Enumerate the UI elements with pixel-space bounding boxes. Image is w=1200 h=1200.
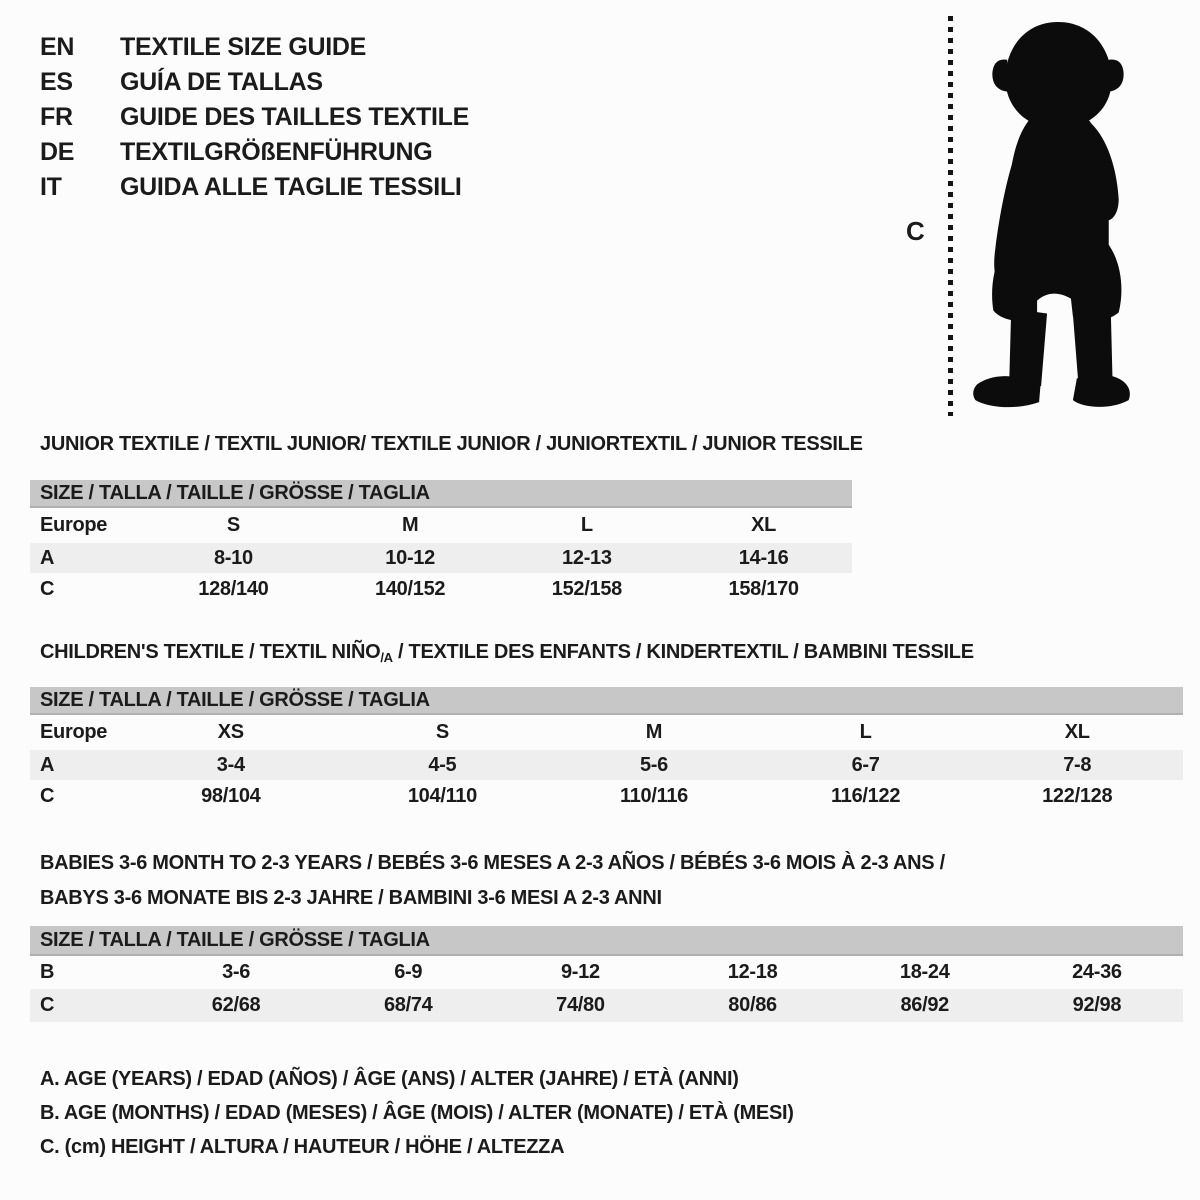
- table-cell: 86/92: [900, 994, 950, 1016]
- table-cell: M: [645, 721, 663, 743]
- table-cell: 152/158: [551, 578, 622, 600]
- table-cell: 7-8: [1063, 753, 1092, 776]
- language-title: TEXTILGRÖßENFÜHRUNG: [120, 138, 433, 166]
- language-title: GUÍA DE TALLAS: [120, 68, 323, 96]
- babies-title-line2: BABYS 3-6 MONATE BIS 2-3 JAHRE / BAMBINI 3-6 MESI A 2-3 ANNI: [40, 887, 662, 909]
- table-cell: 3-6: [222, 961, 251, 983]
- language-list: [40, 30, 469, 205]
- language-row-it: [40, 170, 469, 205]
- table-cell: L: [580, 514, 593, 536]
- language-title: GUIDE DES TAILLES TEXTILE: [120, 103, 470, 131]
- table-cell: 80/86: [728, 994, 777, 1016]
- children-title-subscript: /A: [380, 650, 393, 665]
- children-size-table: [30, 687, 1183, 813]
- table-cell: XL: [751, 514, 777, 536]
- table-cell: 74/80: [556, 994, 605, 1016]
- height-measure-label: C: [906, 216, 925, 246]
- children-title-rest: / TEXTILE DES ENFANTS / KINDERTEXTIL / BAMBINI TESSILE: [392, 641, 974, 663]
- table-cell: 5-6: [639, 753, 668, 776]
- size-header-band: SIZE / TALLA / TAILLE / GRÖSSE / TAGLIA: [30, 926, 1183, 956]
- table-cell: 12-13: [562, 546, 612, 569]
- row-label: C: [40, 994, 55, 1016]
- children-title-main: CHILDREN'S TEXTILE / TEXTIL NIÑO: [40, 641, 381, 663]
- language-title: TEXTILE SIZE GUIDE: [120, 33, 367, 61]
- row-label: C: [40, 578, 55, 600]
- table-cell: 140/152: [375, 578, 446, 600]
- children-section-title: [40, 640, 974, 670]
- row-label: Europe: [40, 514, 108, 536]
- table-cell: 18-24: [899, 961, 950, 983]
- table-cell: 10-12: [385, 546, 435, 569]
- row-label: A: [40, 546, 55, 569]
- language-code: FR: [40, 103, 73, 131]
- table-cell: 110/116: [619, 785, 688, 807]
- height-measure-dashed-line: [948, 16, 953, 416]
- language-row-es: [40, 65, 469, 100]
- legend-line-a: A. AGE (YEARS) / EDAD (AÑOS) / ÂGE (ANS) / ALTER (JAHRE) / ETÀ (ANNI): [40, 1068, 739, 1090]
- table-row-europe: [30, 715, 1183, 750]
- language-code: ES: [40, 68, 73, 96]
- table-row-height: [30, 780, 1183, 813]
- babies-title-line1: BABIES 3-6 MONTH TO 2-3 YEARS / BEBÉS 3-6 MESES A 2-3 AÑOS / BÉBÉS 3-6 MOIS À 2-3 ANS /: [40, 852, 945, 874]
- table-row-age: [30, 543, 852, 573]
- row-label: A: [40, 753, 55, 776]
- table-cell: S: [226, 514, 240, 536]
- table-cell: 9-12: [560, 961, 600, 983]
- table-cell: L: [859, 721, 872, 743]
- babies-section-title: [40, 846, 945, 916]
- babies-size-table: [30, 926, 1183, 1022]
- table-cell: 4-5: [428, 753, 457, 776]
- table-cell: 122/128: [1042, 785, 1113, 807]
- table-row-age: [30, 750, 1183, 780]
- language-code: EN: [40, 33, 75, 61]
- table-cell: 6-7: [851, 753, 880, 776]
- table-cell: 8-10: [213, 546, 253, 569]
- table-row-height: [30, 989, 1183, 1022]
- table-cell: 116/122: [831, 785, 901, 807]
- language-code: IT: [40, 173, 62, 201]
- junior-section-title: JUNIOR TEXTILE / TEXTIL JUNIOR/ TEXTILE JUNIOR / JUNIORTEXTIL / JUNIOR TESSILE: [40, 433, 863, 455]
- row-label: C: [40, 785, 55, 807]
- row-label: B: [40, 961, 55, 983]
- language-row-de: [40, 135, 469, 170]
- language-row-en: [40, 30, 469, 65]
- size-header-band: SIZE / TALLA / TAILLE / GRÖSSE / TAGLIA: [30, 687, 1183, 715]
- language-code: DE: [40, 138, 75, 166]
- table-cell: 14-16: [738, 546, 789, 569]
- table-cell: 92/98: [1072, 994, 1122, 1016]
- legend-line-b: B. AGE (MONTHS) / EDAD (MESES) / ÂGE (MOIS) / ALTER (MONATE) / ETÀ (MESI): [40, 1102, 794, 1124]
- size-header-band: SIZE / TALLA / TAILLE / GRÖSSE / TAGLIA: [30, 480, 852, 508]
- junior-size-table: [30, 480, 852, 606]
- table-cell: XS: [217, 721, 244, 743]
- table-row-europe: [30, 508, 852, 543]
- table-cell: 158/170: [728, 578, 799, 600]
- table-cell: 12-18: [727, 961, 778, 983]
- legend-line-c: C. (cm) HEIGHT / ALTURA / HAUTEUR / HÖHE / ALTEZZA: [40, 1136, 565, 1158]
- table-cell: XL: [1064, 721, 1090, 743]
- table-cell: S: [435, 721, 449, 743]
- table-cell: 6-9: [394, 961, 423, 983]
- table-cell: 62/68: [211, 994, 261, 1016]
- table-cell: 104/110: [407, 785, 477, 807]
- table-cell: 3-4: [216, 753, 245, 776]
- table-cell: M: [401, 514, 419, 536]
- measurement-legend: [40, 1062, 794, 1164]
- table-cell: 68/74: [383, 994, 433, 1016]
- language-row-fr: [40, 100, 469, 135]
- toddler-silhouette-icon: [960, 10, 1152, 418]
- table-cell: 98/104: [201, 785, 261, 807]
- table-cell: 128/140: [198, 578, 269, 600]
- language-title: GUIDA ALLE TAGLIE TESSILI: [120, 173, 462, 201]
- row-label: Europe: [40, 721, 108, 743]
- table-cell: 24-36: [1072, 961, 1122, 983]
- table-row-months: [30, 956, 1183, 989]
- table-row-height: [30, 573, 852, 606]
